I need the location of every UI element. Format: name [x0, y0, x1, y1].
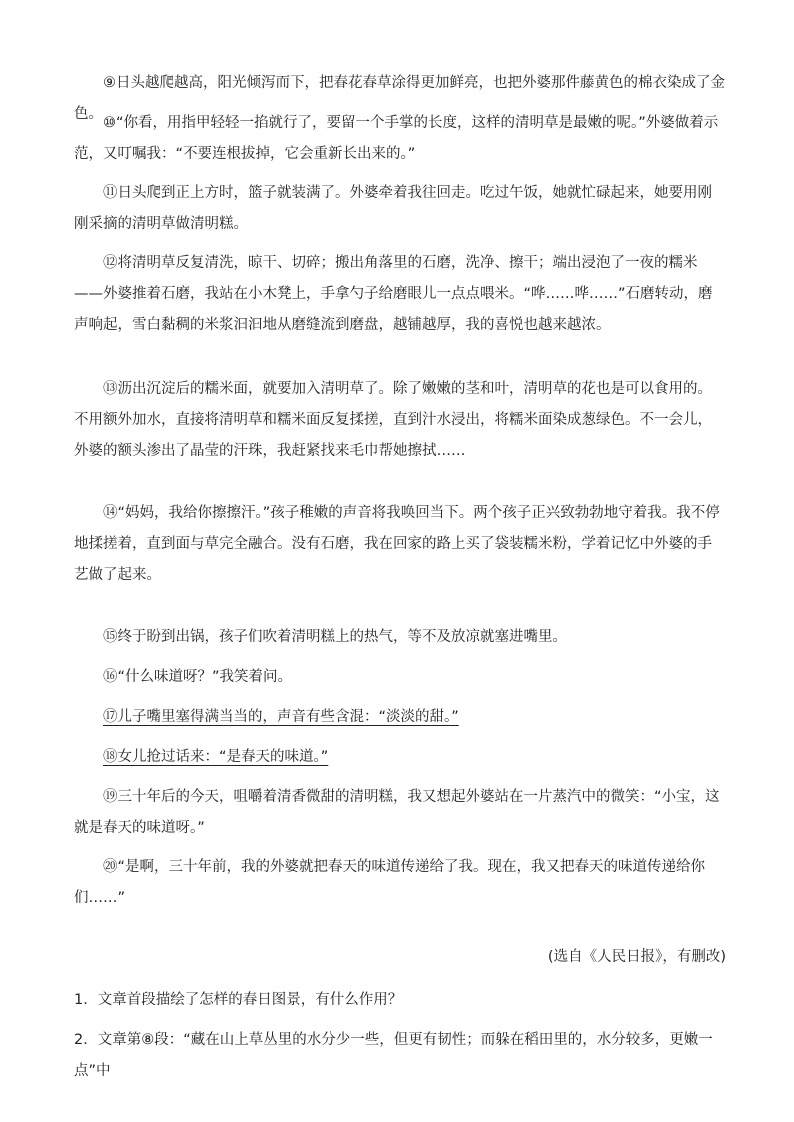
paragraph-10: ⑩“你看，用指甲轻轻一掐就行了，要留一个手掌的长度，这样的清明草是最嫩的呢。”外婆做着示范，又叮嘱我：“不要连根拔掉，它会重新长出来的。”: [74, 115, 719, 162]
paragraph-16: ⑯“什么味道呀？”我笑着问。: [103, 669, 293, 685]
underlined-sentence-18: ⑱女儿抢过话来：“是春天的味道。”: [103, 749, 329, 765]
paragraph-13: ⑬沥出沉淀后的糯米面，就要加入清明草了。除了嫩嫩的茎和叶，清明草的花也是可以食用的。不用额外加水，直接将清明草和糯米面反复揉搓，直到汁水浸出，将糯米面染成葱绿色。不一会儿，外婆的额头渗出了晶莹的汗珠，我赶紧找来毛巾帮她擦拭……: [74, 381, 712, 459]
paragraph-9: ⑨日头越爬越高，阳光倾泻而下，把春花春草涂得更加鲜亮，也把外婆那件藤黄色的棉衣染成了金色。: [74, 75, 725, 122]
paragraph-17: [74, 702, 726, 733]
question-2: 2．文章第⑧段：“藏在山上草丛里的水分少一些，但更有韧性；而躲在稻田里的，水分较多，更嫩一点”中: [74, 1032, 713, 1079]
paragraph-15: ⑮终于盼到出锅，孩子们吹着清明糕上的热气，等不及放凉就塞进嘴里。: [103, 629, 567, 645]
paragraph-11: ⑪日头爬到正上方时，篮子就装满了。外婆牵着我往回走。吃过午饭，她就忙碌起来，她要用刚刚采摘的清明草做清明糕。: [74, 185, 712, 232]
question-1: 1．文章首段描绘了怎样的春日图景，有什么作用？: [74, 992, 403, 1008]
paragraph-12: ⑫将清明草反复清洗，晾干、切碎；搬出角落里的石磨，洗净、擦干；端出浸泡了一夜的糯米——外婆推着石磨，我站在小木凳上，手拿勺子给磨眼儿一点点喂米。“哗……哗……”石磨转动，磨声响起，雪白黏稠的米浆汩汩地从磨缝流到磨盘，越铺越厚，我的喜悦也越来越浓。: [74, 255, 713, 333]
source-citation: (选自《人民日报》，有删改): [547, 949, 726, 965]
underlined-sentence-17: ⑰儿子嘴里塞得满当当的，声音有些含混：“淡淡的甜。”: [103, 709, 459, 725]
paragraph-19: ⑲三十年后的今天，咀嚼着清香微甜的清明糕，我又想起外婆站在一片蒸汽中的微笑：“小宝，这就是春天的味道呀。”: [74, 789, 720, 836]
paragraph-14: ⑭“妈妈，我给你擦擦汗。”孩子稚嫩的声音将我唤回当下。两个孩子正兴致勃勃地守着我。我不停地揉搓着，直到面与草完全融合。没有石磨，我在回家的路上买了袋装糯米粉，学着记忆中外婆的手艺做了起来。: [74, 505, 720, 583]
paragraph-18: [74, 742, 726, 773]
paragraph-20: ⑳“是啊，三十年前，我的外婆就把春天的味道传递给了我。现在，我又把春天的味道传递给你们……”: [74, 859, 706, 906]
